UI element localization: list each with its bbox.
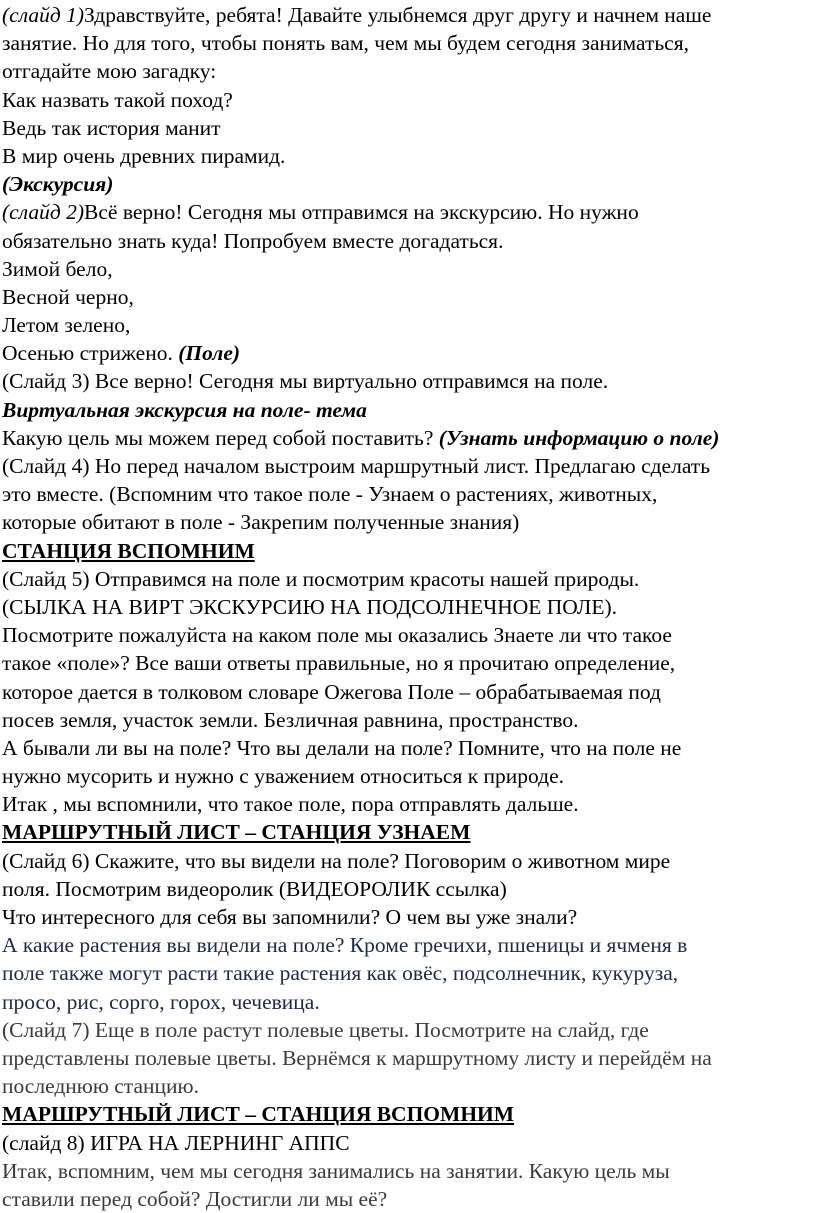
- text-line: представлены полевые цветы. Вернёмся к маршрутному листу и перейдём на: [2, 1045, 712, 1070]
- text-line: [2, 424, 814, 452]
- riddle-line: В мир очень древних пирамид.: [2, 143, 286, 168]
- text-line: Итак , мы вспомнили, что такое поле, пора отправлять дальше.: [2, 792, 579, 817]
- text-line: которые обитают в поле - Закрепим полученные знания): [2, 510, 520, 535]
- section-heading: МАРШРУТНЫЙ ЛИСТ – СТАНЦИЯ УЗНАЕМ: [2, 820, 471, 845]
- goal-answer: (Узнать информацию о поле): [438, 425, 720, 450]
- text-line: (Слайд 5) Отправимся на поле и посмотрим красоты нашей природы.: [2, 566, 640, 591]
- topic-line: Виртуальная экскурсия на поле- тема: [2, 397, 367, 422]
- text-line: (Слайд 7) Еще в поле растут полевые цветы. Посмотрите на слайд, где: [2, 1017, 649, 1042]
- text-run: Какую цель мы можем перед собой поставить?: [2, 425, 439, 450]
- text-line: Посмотрите пожалуйста на каком поле мы оказались Знаете ли что такое: [2, 623, 672, 648]
- text-line: ставили перед собой? Достигли ли мы её?: [2, 1186, 388, 1211]
- riddle-line: [2, 339, 814, 367]
- text-line: поля. Посмотрим видеоролик (ВИДЕОРОЛИК ссылка): [2, 876, 507, 901]
- text-line: просо, рис, сорго, горох, чечевица.: [2, 989, 320, 1014]
- riddle-line: Как назвать такой поход?: [2, 87, 233, 112]
- text-line: (Слайд 4) Но перед началом выстроим маршрутный лист. Предлагаю сделать: [2, 454, 711, 478]
- text-line: поле также могут расти такие растения как овёс, подсолнечник, кукуруза,: [2, 961, 679, 986]
- text-line: (слайд 8) ИГРА НА ЛЕРНИНГ АППС: [2, 1130, 350, 1155]
- text-line: это вместе. (Вспомним что такое поле - Узнаем о растениях, животных,: [2, 482, 658, 507]
- riddle-line: Ведь так история манит: [2, 115, 221, 140]
- riddle-answer: (Экскурсия): [2, 172, 114, 197]
- riddle-line: Зимой бело,: [2, 256, 113, 281]
- text-line: (Слайд 6) Скажите, что вы видели на поле? Поговорим о животном мире: [2, 848, 671, 873]
- text-line: обязательно знать куда! Попробуем вместе догадаться.: [2, 228, 504, 253]
- slide-ref: (слайд 2): [2, 200, 85, 225]
- section-heading: МАРШРУТНЫЙ ЛИСТ – СТАНЦИЯ ВСПОМНИМ: [2, 1102, 515, 1127]
- text-line: посев земля, участок земли. Безличная равнина, пространство.: [2, 707, 579, 732]
- text-run: Осенью стрижено.: [2, 341, 179, 366]
- slide-ref: (слайд 1): [2, 3, 85, 27]
- riddle-answer: (Поле): [178, 341, 241, 366]
- text-line: [2, 198, 814, 226]
- text-line: отгадайте мою загадку:: [2, 59, 217, 84]
- riddle-line: Весной черно,: [2, 284, 134, 309]
- section-heading: СТАНЦИЯ ВСПОМНИМ: [2, 538, 255, 563]
- text-line: занятие. Но для того, чтобы понять вам, чем мы будем сегодня заниматься,: [2, 31, 689, 56]
- riddle-line: Летом зелено,: [2, 313, 131, 338]
- text-line: которое дается в толковом словаре Ожегова Поле – обрабатываемая под: [2, 679, 661, 704]
- text-line: Что интересного для себя вы запомнили? О чем вы уже знали?: [2, 905, 578, 929]
- text-line: такое «поле»? Все ваши ответы правильные, но я прочитаю определение,: [2, 651, 676, 676]
- text-line: Итак, вспомним, чем мы сегодня занимались на занятии. Какую цель мы: [2, 1158, 670, 1183]
- text-line: А бывали ли вы на поле? Что вы делали на поле? Помните, что на поле не: [2, 735, 682, 760]
- text-line: [2, 1, 814, 29]
- text-run: Всё верно! Сегодня мы отправимся на экскурсию. Но нужно: [84, 200, 639, 225]
- text-line: (СЫЛКА НА ВИРТ ЭКСКУРСИЮ НА ПОДСОЛНЕЧНОЕ ПОЛЕ).: [2, 594, 618, 619]
- text-line: последнюю станцию.: [2, 1074, 199, 1099]
- text-line: А какие растения вы видели на поле? Кроме гречихи, пшеницы и ячменя в: [2, 933, 688, 958]
- text-line: нужно мусорить и нужно с уважением относиться к природе.: [2, 764, 565, 789]
- text-line: (Слайд 3) Все верно! Сегодня мы виртуально отправимся на поле.: [2, 369, 609, 394]
- text-run: Здравствуйте, ребята! Давайте улыбнемся друг другу и начнем наше: [84, 3, 712, 27]
